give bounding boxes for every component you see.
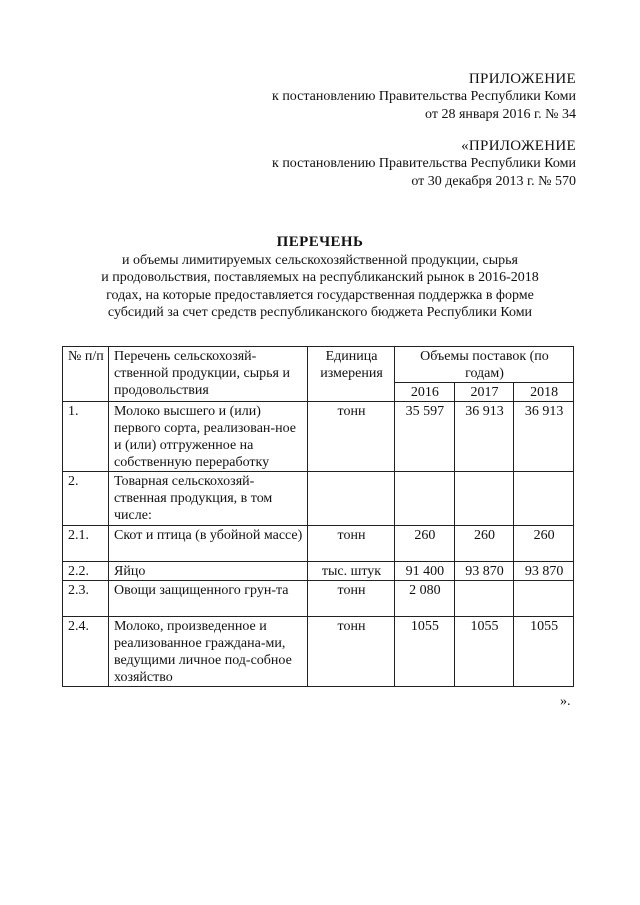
table-row xyxy=(63,472,574,526)
products-table xyxy=(62,346,574,687)
cell-value xyxy=(514,472,574,526)
cell-unit: тонн xyxy=(308,581,395,617)
cell-unit: тыс. штук xyxy=(308,562,395,581)
annex-line-date: от 30 декабря 2013 г. № 570 xyxy=(411,174,576,189)
document-subtitle-line: годах, на которые предоставляется государственная поддержка в форме xyxy=(106,287,534,303)
header-year: 2018 xyxy=(514,383,574,402)
annex-header-amended xyxy=(272,137,576,191)
cell-unit xyxy=(308,472,395,526)
cell-name: Молоко, произведенное и реализованное граждана-ми, ведущими личное под-собное хозяйство xyxy=(109,617,308,687)
cell-name: Яйцо xyxy=(109,562,308,581)
document-subtitle-line: и объемы лимитируемых сельскохозяйственной продукции, сырья xyxy=(122,252,518,268)
cell-num: 2.3. xyxy=(63,581,109,617)
cell-num: 2.1. xyxy=(63,526,109,562)
cell-value: 260 xyxy=(395,526,455,562)
table-row xyxy=(63,526,574,562)
cell-name: Товарная сельскохозяй-ственная продукция, в том числе: xyxy=(109,472,308,526)
header-year: 2016 xyxy=(395,383,455,402)
table-header-row xyxy=(63,347,574,383)
header-volumes: Объемы поставок (по годам) xyxy=(395,347,574,383)
cell-value: 1055 xyxy=(454,617,514,687)
annex-header-current xyxy=(272,70,576,124)
header-num: № п/п xyxy=(63,347,109,402)
cell-value xyxy=(514,581,574,617)
annex-line-date: от 28 января 2016 г. № 34 xyxy=(425,107,576,122)
document-title: ПЕРЕЧЕНЬ xyxy=(276,234,364,250)
cell-name: Молоко высшего и (или) первого сорта, реализован-ное и (или) отгруженное на собственную переработку xyxy=(109,402,308,472)
cell-value: 36 913 xyxy=(454,402,514,472)
cell-value xyxy=(454,472,514,526)
table-row xyxy=(63,562,574,581)
table-row xyxy=(63,617,574,687)
document-subtitle-line: и продовольствия, поставляемых на республиканский рынок в 2016-2018 xyxy=(101,270,539,285)
cell-value: 91 400 xyxy=(395,562,455,581)
cell-value: 2 080 xyxy=(395,581,455,617)
cell-value: 36 913 xyxy=(514,402,574,472)
header-unit: Единица измерения xyxy=(308,347,395,402)
annex-line-decree: к постановлению Правительства Республики Коми xyxy=(272,89,576,104)
cell-num: 2.2. xyxy=(63,562,109,581)
cell-value: 35 597 xyxy=(395,402,455,472)
cell-value: 260 xyxy=(514,526,574,562)
cell-name: Скот и птица (в убойной массе) xyxy=(109,526,308,562)
cell-value xyxy=(454,581,514,617)
cell-value: 1055 xyxy=(514,617,574,687)
cell-unit: тонн xyxy=(308,617,395,687)
table-row xyxy=(63,581,574,617)
annex-heading: ПРИЛОЖЕНИЕ xyxy=(468,71,576,87)
cell-unit: тонн xyxy=(308,526,395,562)
header-year: 2017 xyxy=(454,383,514,402)
table-row xyxy=(63,402,574,472)
cell-name: Овощи защищенного грун-та xyxy=(109,581,308,617)
cell-unit: тонн xyxy=(308,402,395,472)
document-subtitle-line: субсидий за счет средств республиканского бюджета Республики Коми xyxy=(107,305,533,320)
header-name: Перечень сельскохозяй-ственной продукции, сырья и продовольствия xyxy=(109,347,308,402)
cell-num: 2. xyxy=(63,472,109,526)
document-title-block xyxy=(60,234,580,322)
cell-num: 1. xyxy=(63,402,109,472)
cell-num: 2.4. xyxy=(63,617,109,687)
annex-line-decree: к постановлению Правительства Республики Коми xyxy=(272,156,576,171)
annex-heading: «ПРИЛОЖЕНИЕ xyxy=(461,138,576,154)
closing-quote-mark: ». xyxy=(560,694,571,709)
cell-value: 260 xyxy=(454,526,514,562)
cell-value: 1055 xyxy=(395,617,455,687)
cell-value: 93 870 xyxy=(514,562,574,581)
cell-value xyxy=(395,472,455,526)
cell-value: 93 870 xyxy=(454,562,514,581)
